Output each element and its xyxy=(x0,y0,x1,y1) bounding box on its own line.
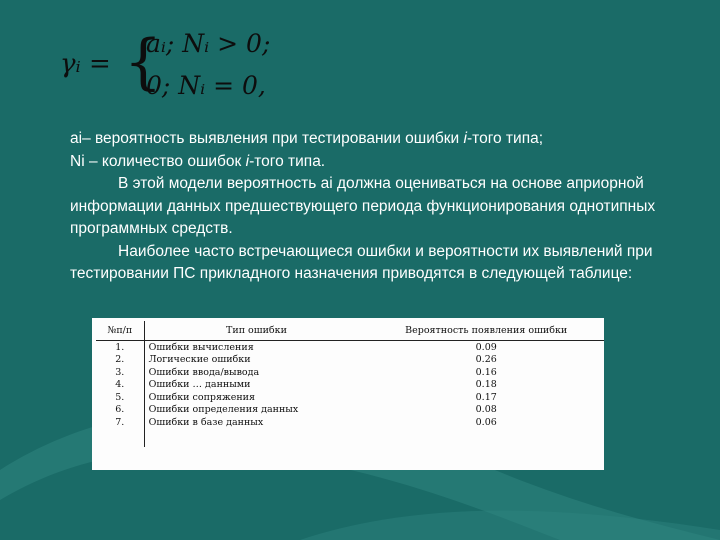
cell-prob: 0.08 xyxy=(475,404,497,416)
table-row xyxy=(96,391,604,404)
table-row xyxy=(96,416,604,447)
p1-text-start: ai– вероятность выявления при тестировании ошибки xyxy=(70,130,464,147)
cell-prob: 0.17 xyxy=(475,391,497,403)
paragraph-ai xyxy=(70,128,690,151)
paragraph-table-intro: Наиболее часто встречающиеся ошибки и вероятности их выявлений при тестировании ПС прикладного назначения приводятся в следующей таблице: xyxy=(70,242,653,282)
formula xyxy=(58,22,318,102)
cell-type: Ошибки сопряжения xyxy=(144,391,368,404)
error-table xyxy=(96,321,604,447)
paragraph-ni xyxy=(70,151,690,174)
cell-num: 6. xyxy=(115,404,125,416)
cell-type: Ошибки определения данных xyxy=(144,404,368,417)
p2-text-start: Ni – количество ошибок xyxy=(70,152,246,170)
error-table-panel xyxy=(92,318,604,470)
cell-num: 1. xyxy=(115,341,125,353)
cell-type: Ошибки ввода/вывода xyxy=(144,366,368,379)
table-row xyxy=(96,341,604,354)
p1-text-end: -того типа; xyxy=(466,130,544,147)
table-header-row xyxy=(96,321,604,341)
p2-text-end: -того типа. xyxy=(249,152,326,170)
header-num: №п/п xyxy=(96,321,144,341)
cell-num: 4. xyxy=(115,379,125,391)
formula-brace: { xyxy=(124,27,163,97)
body-text xyxy=(70,128,690,286)
cell-num: 2. xyxy=(115,354,125,366)
paragraph-model: В этой модели вероятность ai должна оцениваться на основе априорной информации данных предшествующего периода функционирования однотипных программных средств. xyxy=(70,175,656,237)
cell-prob: 0.18 xyxy=(475,379,497,391)
table-row xyxy=(96,366,604,379)
cell-type: Ошибки … данными xyxy=(144,379,368,392)
cell-num: 7. xyxy=(115,416,125,428)
formula-case-2: 0; Nᵢ = 0, xyxy=(146,71,266,100)
formula-case-1: aᵢ; Nᵢ > 0; xyxy=(146,29,271,58)
cell-prob: 0.26 xyxy=(475,354,497,366)
cell-prob: 0.09 xyxy=(475,341,497,353)
table-row xyxy=(96,404,604,417)
header-type: Тип ошибки xyxy=(144,321,368,341)
p2-italic-i: i xyxy=(245,152,250,170)
cell-prob: 0.16 xyxy=(475,366,497,378)
cell-num: 5. xyxy=(115,391,125,403)
formula-lhs: γᵢ = xyxy=(60,49,111,79)
p1-italic-i: i xyxy=(463,130,467,147)
table-row xyxy=(96,379,604,392)
cell-type: Логические ошибки xyxy=(144,354,368,367)
header-prob: Вероятность появления ошибки xyxy=(368,321,604,341)
table-row xyxy=(96,354,604,367)
cell-type: Ошибки в базе данных xyxy=(144,416,368,447)
cell-prob: 0.06 xyxy=(475,416,497,428)
cell-type: Ошибки вычисления xyxy=(144,341,368,354)
cell-num: 3. xyxy=(115,366,125,378)
